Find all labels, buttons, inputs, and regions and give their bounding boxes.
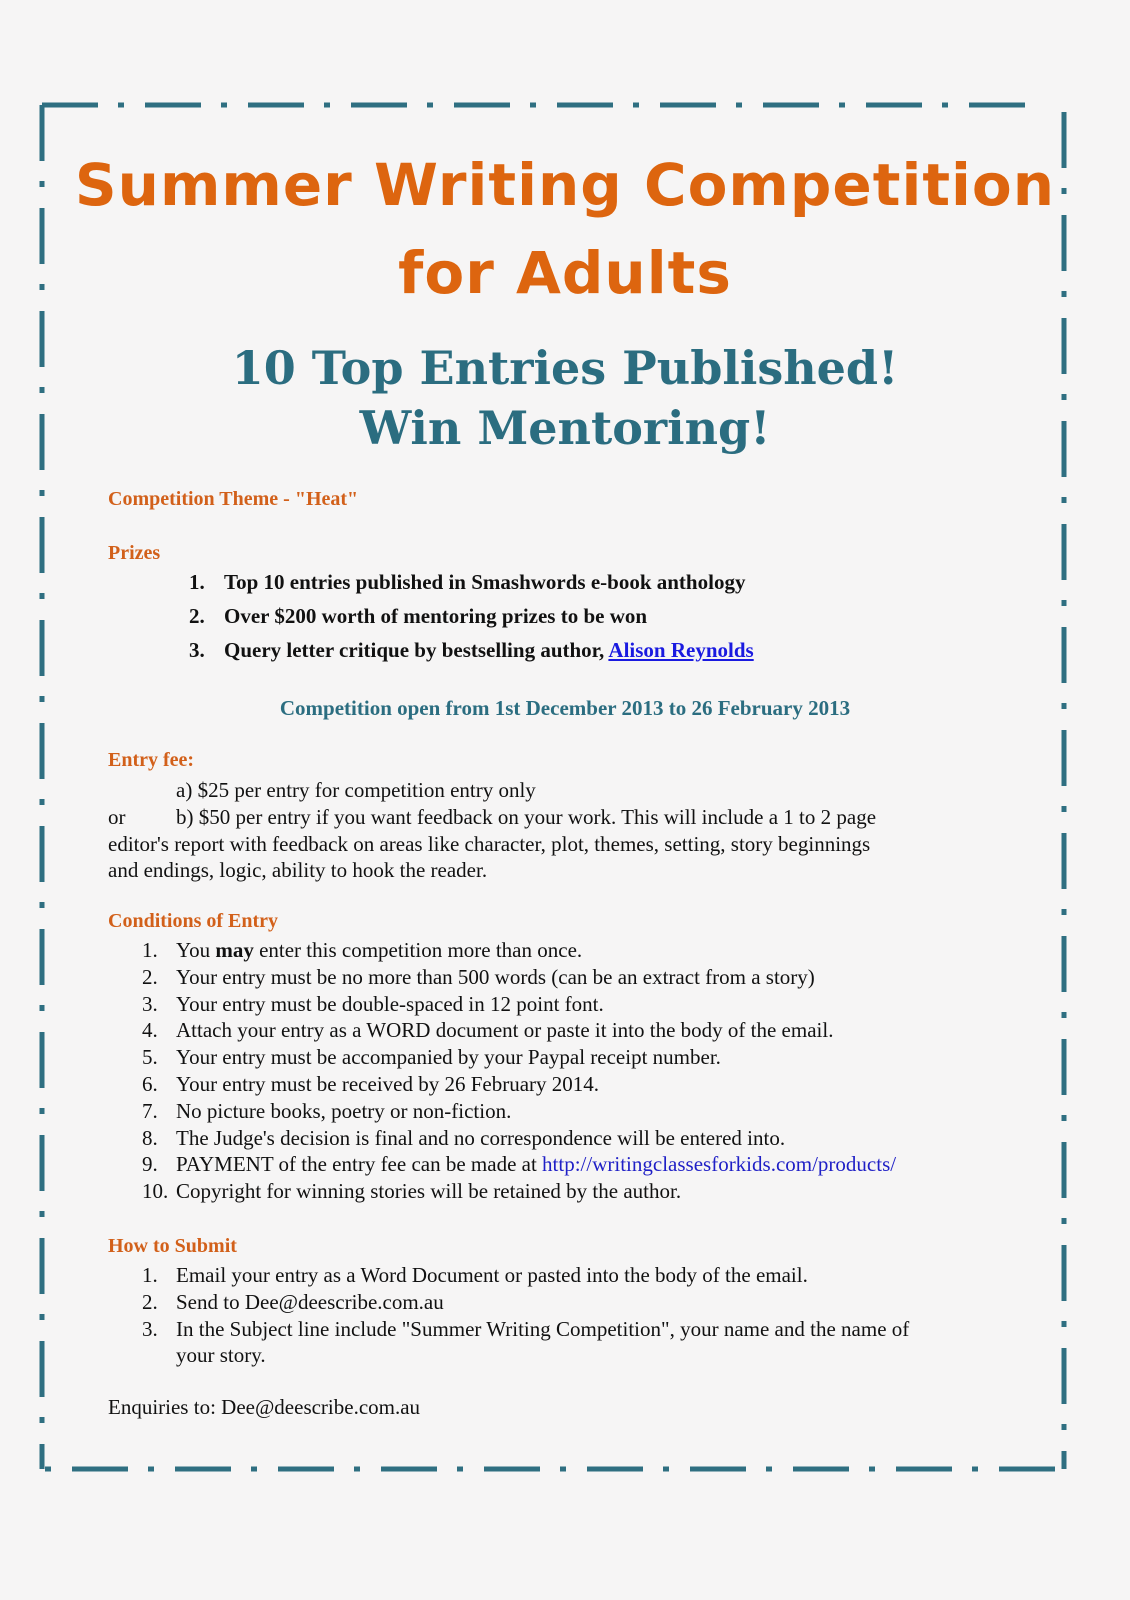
- fee-option-b-line-2: editor's report with feedback on areas like character, plot, themes, setting, story beginnings: [108, 831, 871, 856]
- condition-text: Your entry must be double-spaced in 12 point font.: [176, 991, 604, 1016]
- prize-item: [189, 633, 754, 667]
- condition-item: [142, 937, 896, 964]
- payment-url-link[interactable]: http://writingclassesforkids.com/products/: [542, 1152, 897, 1177]
- condition-item: [142, 1098, 896, 1125]
- prizes-list: [189, 565, 754, 667]
- title-line-2: for Adults: [398, 239, 732, 307]
- condition-number: 6.: [142, 1071, 158, 1096]
- prize-number: 1.: [189, 570, 205, 594]
- submit-number: 3.: [142, 1316, 158, 1341]
- fee-option-a: a) $25 per entry for competition entry only: [176, 778, 536, 802]
- submit-heading: How to Submit: [108, 1235, 237, 1257]
- condition-text: Your entry must be no more than 500 words (can be an extract from a story): [176, 964, 815, 989]
- condition-number: 5.: [142, 1045, 158, 1070]
- condition-text: Your entry must be received by 26 February 2014.: [176, 1071, 600, 1096]
- prize-number: 2.: [189, 604, 205, 628]
- prize-number: 3.: [189, 638, 205, 662]
- prizes-heading: Prizes: [108, 542, 161, 564]
- condition-text: The Judge's decision is final and no correspondence will be entered into.: [176, 1125, 786, 1150]
- condition-number: 7.: [142, 1098, 158, 1123]
- condition-emphasis: may: [215, 938, 254, 962]
- condition-text: No picture books, poetry or non-fiction.: [176, 1098, 512, 1123]
- submit-number: 1.: [142, 1263, 158, 1287]
- submit-number: 2.: [142, 1289, 158, 1314]
- condition-text: Copyright for winning stories will be retained by the author.: [176, 1179, 682, 1204]
- condition-number: 2.: [142, 964, 158, 989]
- condition-item: [142, 1017, 896, 1044]
- condition-item: [142, 1125, 896, 1152]
- subtitle-line-2: Win Mentoring!: [359, 401, 771, 455]
- conditions-list: [142, 937, 896, 1205]
- submit-list: [142, 1262, 909, 1369]
- entry-fee-options: [108, 777, 1028, 884]
- submit-text: Email your entry as a Word Document or pasted into the body of the email.: [176, 1263, 808, 1287]
- condition-number: 1.: [142, 938, 158, 962]
- prize-item: [189, 599, 754, 633]
- condition-item: [142, 991, 896, 1018]
- entry-fee-heading: Entry fee:: [108, 749, 195, 771]
- conditions-heading: Conditions of Entry: [108, 910, 279, 932]
- prize-text: Over $200 worth of mentoring prizes to be won: [224, 604, 648, 628]
- subtitle-line-1: 10 Top Entries Published!: [231, 341, 899, 395]
- condition-item: [142, 1178, 896, 1205]
- submit-text: Send to Dee@deescribe.com.au: [176, 1289, 444, 1314]
- condition-text: PAYMENT of the entry fee can be made at: [176, 1152, 543, 1177]
- condition-text: Attach your entry as a WORD document or paste it into the body of the email.: [176, 1018, 834, 1043]
- submit-text: In the Subject line include "Summer Writing Competition", your name and the name of: [176, 1316, 910, 1341]
- condition-number: 9.: [142, 1152, 158, 1177]
- enquiries-line: Enquiries to: Dee@deescribe.com.au: [108, 1395, 421, 1419]
- or-label: or: [108, 804, 126, 829]
- competition-dates: Competition open from 1st December 2013 to 26 February 2013: [279, 696, 851, 720]
- condition-number: 8.: [142, 1125, 158, 1150]
- fee-option-b-text: b) $50 per entry if you want feedback on your work. This will include a 1 to 2 page: [176, 804, 877, 829]
- condition-text: enter this competition more than once.: [253, 938, 583, 962]
- prize-text: Query letter critique by bestselling author,: [224, 638, 609, 662]
- theme-heading: Competition Theme - "Heat": [108, 488, 359, 510]
- condition-number: 10.: [142, 1179, 169, 1204]
- condition-number: 4.: [142, 1018, 158, 1043]
- author-link[interactable]: Alison Reynolds: [608, 638, 754, 662]
- submit-item-continuation: your story.: [176, 1343, 266, 1368]
- submit-item: [142, 1289, 909, 1316]
- fee-option-b: [108, 804, 1028, 831]
- condition-item: [142, 1151, 896, 1178]
- condition-text: You: [176, 938, 216, 962]
- prize-text: Top 10 entries published in Smashwords e-book anthology: [224, 570, 746, 594]
- condition-item: [142, 1071, 896, 1098]
- submit-item: [142, 1262, 909, 1289]
- submit-item: [142, 1316, 909, 1343]
- condition-number: 3.: [142, 991, 158, 1016]
- fee-option-b-line-3: and endings, logic, ability to hook the reader.: [108, 858, 488, 883]
- title-line-1: Summer Writing Competition: [74, 151, 1056, 219]
- condition-item: [142, 964, 896, 991]
- condition-text: Your entry must be accompanied by your Paypal receipt number.: [176, 1045, 721, 1070]
- prize-item: [189, 565, 754, 599]
- condition-item: [142, 1044, 896, 1071]
